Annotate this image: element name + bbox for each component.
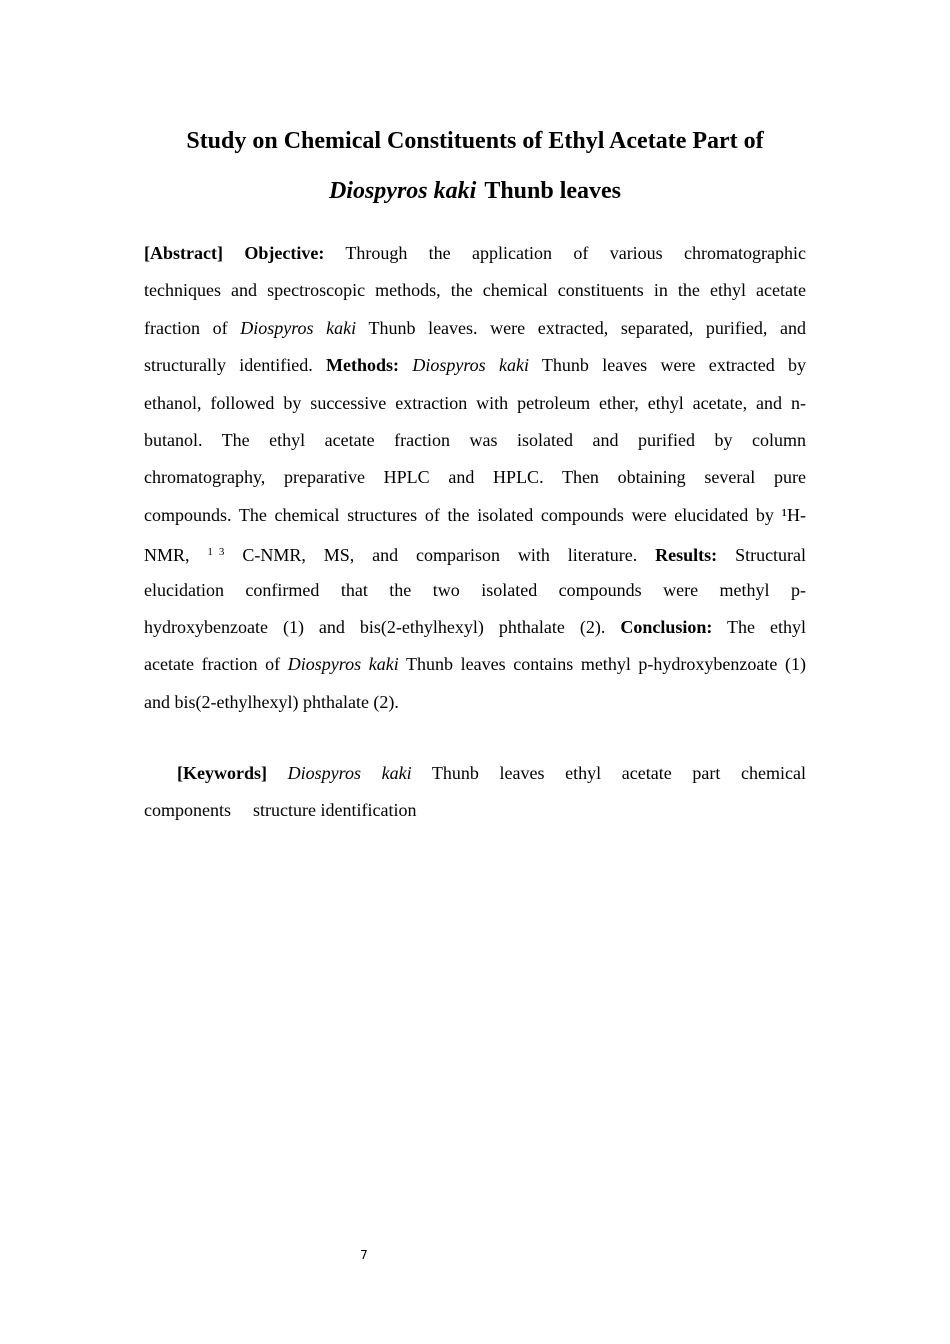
conclusion-label: Conclusion: [620, 616, 713, 637]
species-name: Diospyros kaki [240, 317, 357, 338]
keywords-line [144, 796, 806, 833]
abstract-label: [Abstract] [144, 243, 223, 263]
superscript-digit: 1 [207, 546, 213, 559]
abstract-line [144, 389, 806, 426]
abstract-text: acetate fraction of [144, 654, 281, 675]
abstract-text: chromatography, preparative HPLC and HPLC. Then obtaining several pure [144, 467, 806, 488]
abstract-text: Thunb leaves were extracted by [541, 355, 806, 376]
abstract-line [144, 351, 806, 388]
keyword: chemical [741, 763, 806, 783]
keywords-line [144, 759, 806, 796]
title-text: Study on Chemical Constituents of Ethyl Acetate Part of [186, 128, 764, 154]
methods-label: Methods: [326, 355, 400, 376]
abstract-text: fraction of [144, 317, 228, 338]
abstract-text: Thunb leaves contains methyl p-hydroxybenzoate (1) [406, 654, 806, 675]
species-name: Diospyros kaki [412, 355, 529, 376]
abstract-line [144, 576, 806, 613]
paper-title-line-1 [144, 127, 806, 155]
abstract-text: hydroxybenzoate (1) and bis(2-ethylhexyl) phthalate (2). [144, 616, 606, 637]
title-species-suffix: Thunb leaves [484, 178, 622, 204]
abstract-line [144, 463, 806, 500]
abstract-line [144, 239, 806, 276]
abstract-line [144, 276, 806, 313]
abstract-text: NMR, [144, 545, 190, 566]
abstract-text: Thunb leaves. were extracted, separated, purified, and [368, 317, 806, 338]
title-species-name: Diospyros kaki [328, 178, 477, 204]
results-label: Results: [655, 545, 718, 566]
abstract-text: butanol. The ethyl acetate fraction was isolated and purified by column [144, 429, 806, 450]
keyword: components [144, 800, 231, 821]
keywords-section [144, 759, 806, 834]
abstract-text: techniques and spectroscopic methods, the chemical constituents in the ethyl acetate [144, 280, 806, 301]
abstract-text: C-NMR, MS, and comparison with literature. [242, 545, 638, 566]
abstract-text: elucidation confirmed that the two isolated compounds were methyl p- [144, 579, 806, 600]
abstract-line [144, 538, 806, 575]
superscript-digit: 3 [218, 546, 225, 559]
abstract-line [144, 314, 806, 351]
species-name: Diospyros kaki [287, 763, 412, 783]
abstract-text: compounds. The chemical structures of the isolated compounds were elucidated by ¹H- [144, 504, 806, 525]
abstract-text: and bis(2-ethylhexyl) phthalate (2). [144, 691, 399, 712]
species-name: Diospyros kaki [287, 654, 399, 675]
abstract-text: The ethyl [727, 616, 806, 637]
page-number: 7 [360, 1248, 368, 1262]
abstract-section [144, 239, 806, 725]
abstract-line [144, 650, 806, 687]
abstract-line [144, 426, 806, 463]
abstract-line [144, 613, 806, 650]
keywords-label: [Keywords] [177, 763, 267, 783]
keyword: structure identification [253, 800, 417, 821]
abstract-line [144, 501, 806, 538]
superscript-mass-number [207, 545, 224, 565]
paper-title-line-2 [144, 177, 806, 205]
keyword: Thunb leaves [431, 763, 545, 783]
objective-label: Objective: [244, 243, 325, 263]
abstract-line [144, 688, 806, 725]
keyword: ethyl acetate part [565, 763, 721, 783]
abstract-text: Through the application of various chromatographic [345, 243, 806, 263]
abstract-text: ethanol, followed by successive extraction with petroleum ether, ethyl acetate, and n- [144, 392, 806, 413]
abstract-text: Structural [735, 545, 807, 566]
abstract-text: structurally identified. [144, 355, 313, 376]
